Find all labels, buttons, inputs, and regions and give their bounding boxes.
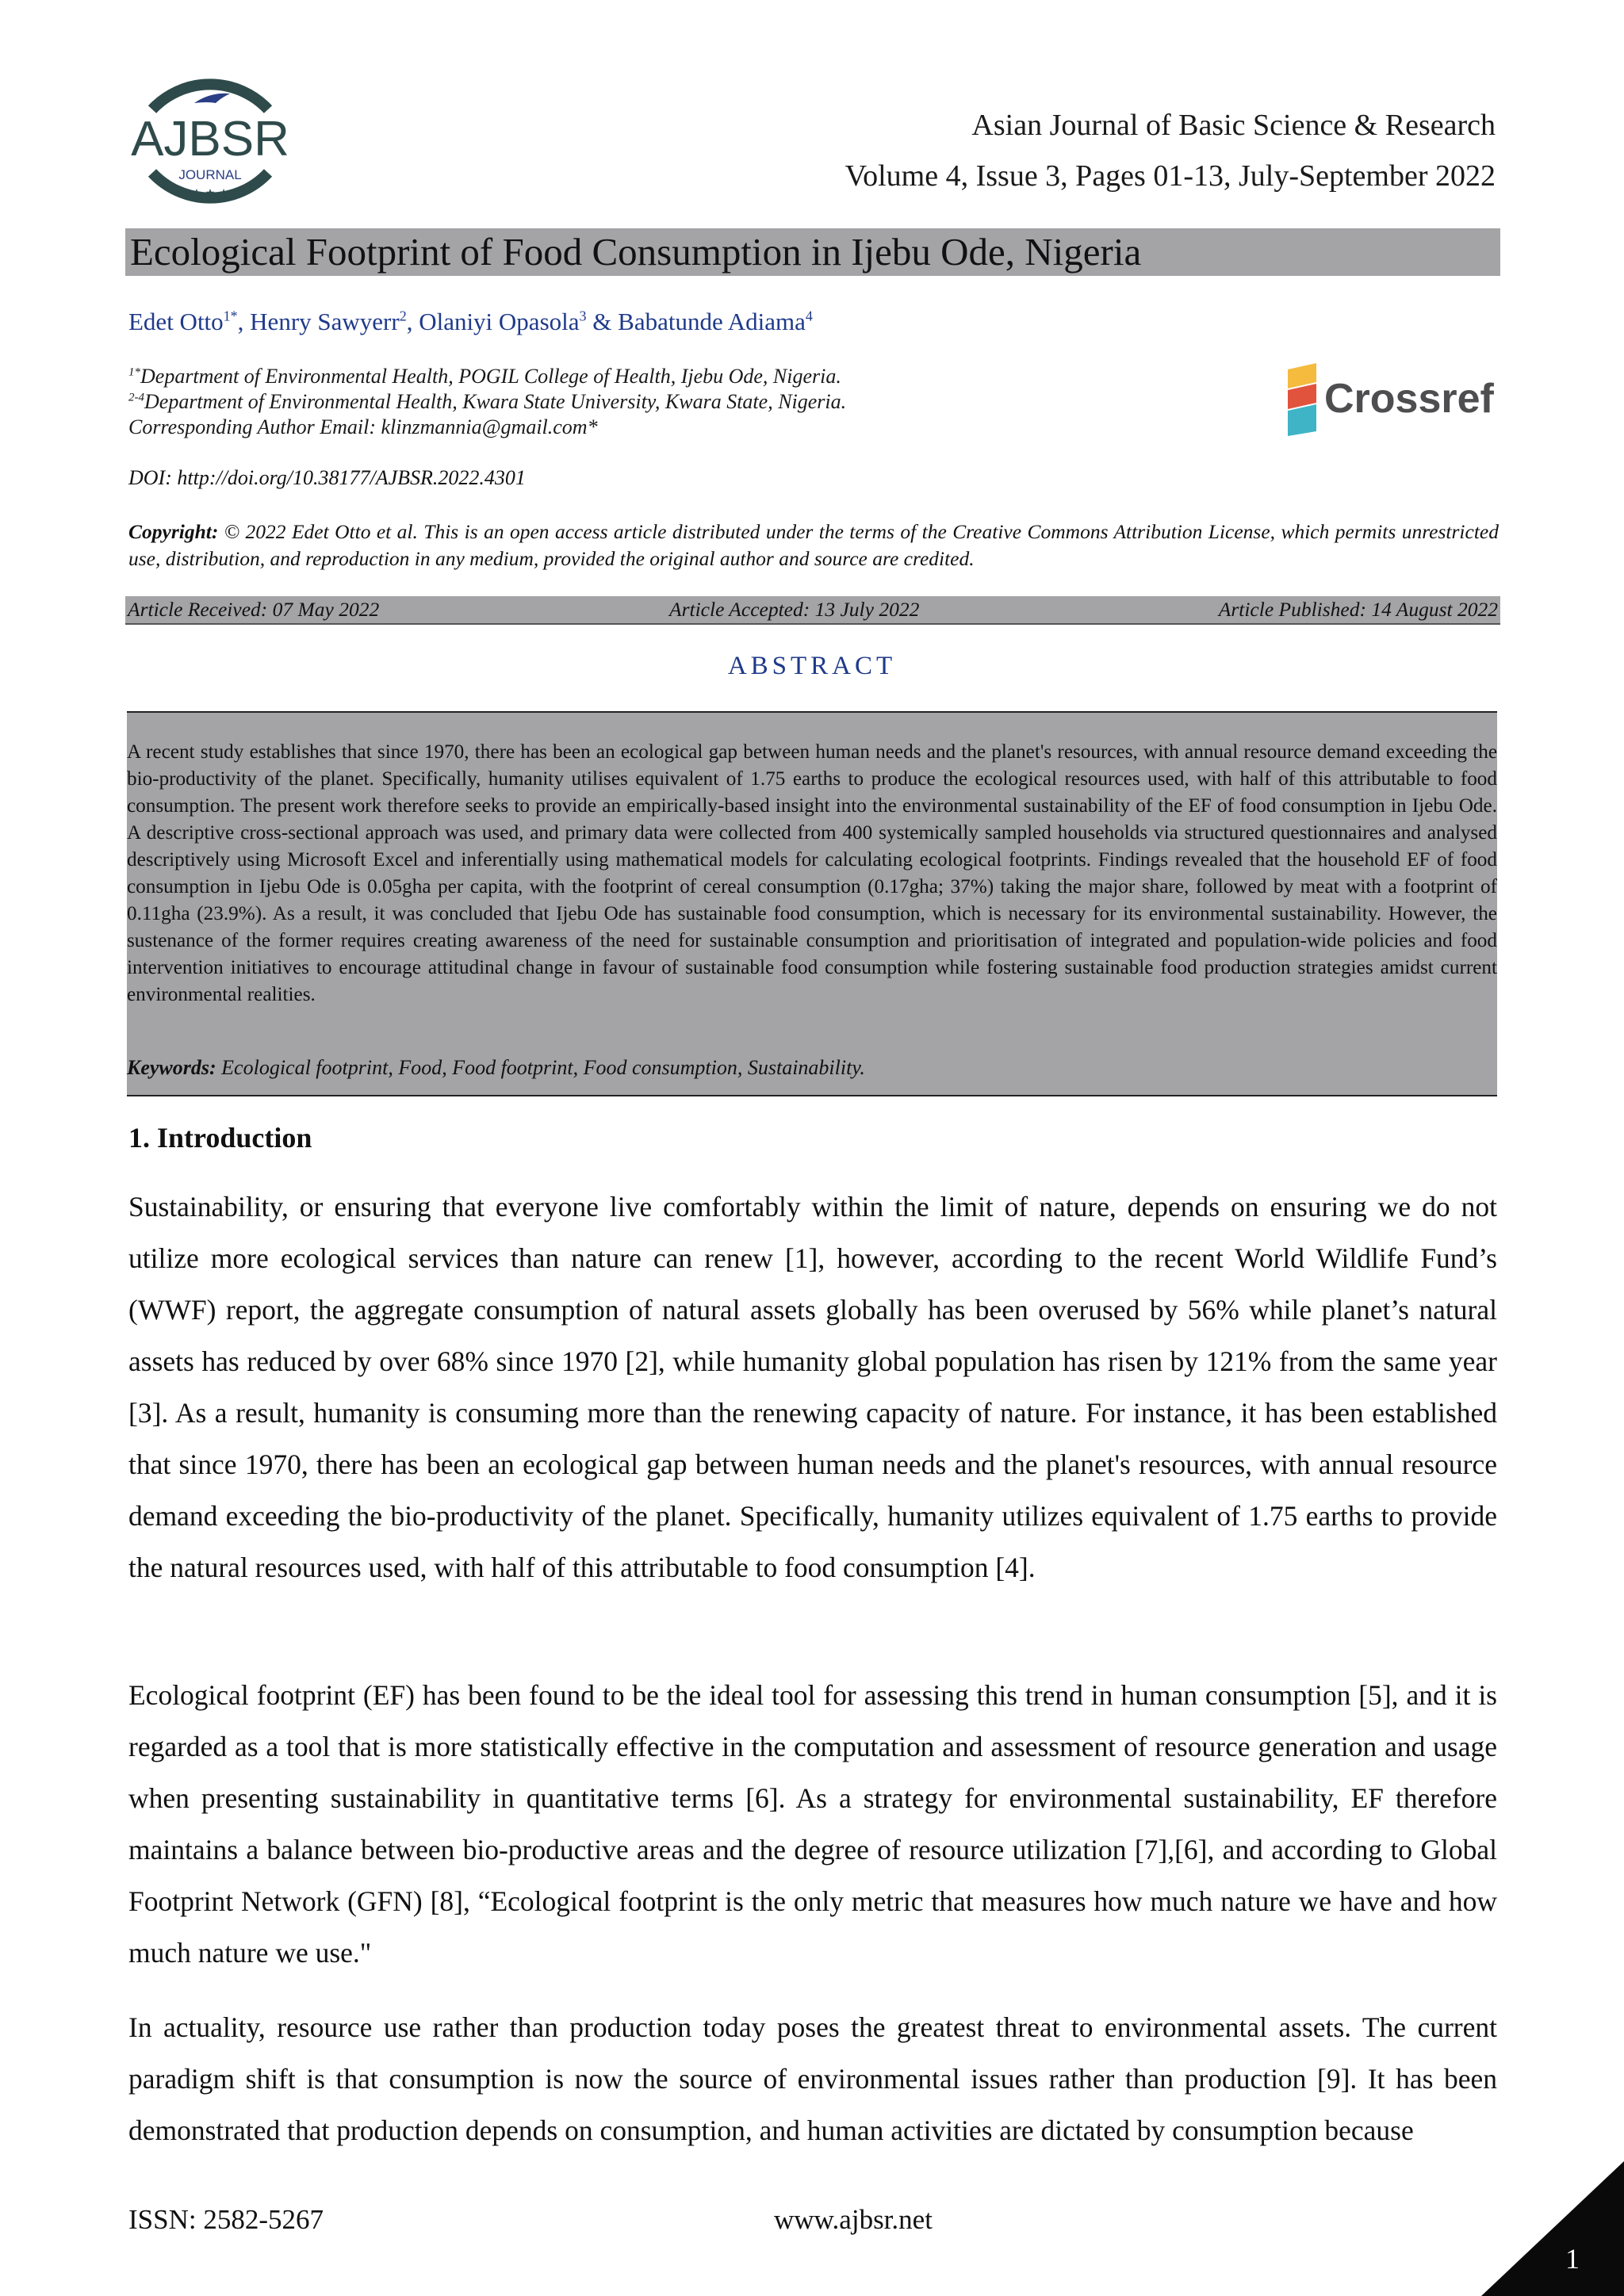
abstract-heading: ABSTRACT	[727, 652, 897, 680]
author-sup: 3	[579, 308, 587, 324]
logo-stars: ★ ★ ★	[191, 187, 229, 200]
article-title: Ecological Footprint of Food Consumption in Ijebu Ode, Nigeria	[125, 228, 1500, 276]
crossref-badge[interactable]	[1285, 363, 1500, 436]
paragraph: In actuality, resource use rather than production today poses the greatest threat to environmental assets. The current paradigm shift is that consumption is now the source of environmental issues rather than production [9]. It has been demonstrated that production depends on consumption, and human activities are dictated by consumption because	[128, 2011, 1497, 2146]
keywords-label: Keywords:	[127, 1056, 216, 1079]
journal-volume: Volume 4, Issue 3, Pages 01-13, July-September 2022	[845, 159, 1496, 193]
copyright-label: Copyright:	[128, 520, 219, 543]
copyright-text: © 2022 Edet Otto et al. This is an open access article distributed under the terms of the Creative Commons Attribution License, which permits unrestricted use, distribution, and reproduction in any medium, provided the original author and source are credited.	[128, 520, 1499, 570]
date-published: Article Published: 14 August 2022	[1218, 598, 1498, 621]
affiliation-1	[128, 365, 841, 388]
author-sep: &	[586, 308, 619, 335]
journal-name: Asian Journal of Basic Science & Research	[971, 109, 1496, 142]
author-name: Edet Otto	[128, 308, 224, 335]
author-list	[128, 308, 813, 336]
affiliation-sup: 1*	[128, 365, 140, 379]
doi-link[interactable]: DOI: http://doi.org/10.38177/AJBSR.2022.4301	[128, 466, 526, 489]
date-received: Article Received: 07 May 2022	[128, 598, 380, 621]
affiliation-text: Department of Environmental Health, Kwara State University, Kwara State, Nigeria.	[144, 390, 847, 413]
logo-text: AJBSR	[131, 112, 289, 166]
footer-website[interactable]: www.ajbsr.net	[774, 2204, 933, 2235]
author-name: Olaniyi Opasola	[419, 308, 580, 335]
article-dates-bar	[125, 596, 1500, 625]
crossref-label: Crossref	[1324, 376, 1494, 422]
affiliation-text: Department of Environmental Health, POGIL College of Health, Ijebu Ode, Nigeria.	[140, 365, 841, 388]
author-name: Henry Sawyerr	[250, 308, 400, 335]
paragraph: Ecological footprint (EF) has been found to be the ideal tool for assessing this trend in human consumption [5], and it is regarded as a tool that is more statistically effective in the computation and assessment of resource generation and usage when presenting sustainability in quantitative terms [6]. As a strategy for environmental sustainability, EF therefore maintains a balance between bio-productive areas and the degree of resource utilization [7],[6], and according to Global Footprint Network (GFN) [8], “Ecological footprint is the only metric that measures how much nature we have and how much nature we use."	[128, 1679, 1497, 1969]
author-sup: 2	[399, 308, 407, 324]
keywords	[127, 1056, 865, 1080]
author-sep: ,	[406, 308, 419, 335]
author-name: Babatunde Adiama	[618, 308, 806, 335]
ajbsr-logo	[119, 62, 301, 220]
author-sup: 4	[805, 308, 813, 324]
logo-subtext: JOURNAL	[178, 167, 242, 182]
author-sup: 1*	[223, 308, 238, 324]
copyright-notice	[128, 519, 1499, 572]
affiliation-2	[128, 390, 846, 414]
footer-issn: ISSN: 2582-5267	[128, 2204, 324, 2235]
date-accepted: Article Accepted: 13 July 2022	[669, 598, 920, 621]
page-number: 1	[1565, 2243, 1580, 2275]
paragraph: Sustainability, or ensuring that everyone live comfortably within the limit of nature, depends on ensuring we do not utilize more ecological services than nature can renew [1], however, according to the recent World Wildlife Fund’s (WWF) report, the aggregate consumption of natural assets globally has been overused by 56% while planet’s natural assets has reduced by over 68% since 1970 [2], while humanity global population has risen by 121% from the same year [3]. As a result, humanity is consuming more than the renewing capacity of nature. For instance, it has been established that since 1970, there has been an ecological gap between human needs and the planet's resources, with annual resource demand exceeding the bio-productivity of the planet. Specifically, humanity utilizes equivalent of 1.75 earths to provide the natural resources used, with half of this attributable to food consumption [4].	[128, 1191, 1497, 1583]
section-heading: 1. Introduction	[128, 1122, 312, 1154]
keywords-text: Ecological footprint, Food, Food footprint, Food consumption, Sustainability.	[216, 1056, 865, 1079]
author-sep: ,	[237, 308, 251, 335]
corresponding-email: Corresponding Author Email: klinzmannia@gmail.com*	[128, 415, 598, 438]
page-corner-triangle	[1481, 2161, 1624, 2296]
abstract-text: A recent study establishes that since 1970, there has been an ecological gap between human needs and the planet's resources, with annual resource demand exceeding the bio-productivity of the planet. Specifically, humanity utilises equivalent of 1.75 earths to produce the ecological resources used, with half of this attributable to food consumption. The present work therefore seeks to provide an empirically-based insight into the environmental sustainability of the EF of food consumption in Ijebu Ode. A descriptive cross-sectional approach was used, and primary data were collected from 400 systemically sampled households via structured questionnaires and analysed descriptively using Microsoft Excel and inferentially using mathematical models for calculating ecological footprints. Findings revealed that the household EF of food consumption in Ijebu Ode is 0.05gha per capita, with the footprint of cereal consumption (0.17gha; 37%) taking the major share, followed by meat with a footprint of 0.11gha (23.9%). As a result, it was concluded that Ijebu Ode has sustainable food consumption, which is necessary for its environmental sustainability. However, the sustenance of the former requires creating awareness of the need for sustainable consumption and prioritisation of integrated and population-wide policies and food intervention initiatives to encourage attitudinal change in favour of sustainable food consumption while fostering sustainable food production strategies amidst current environmental realities.	[127, 741, 1497, 1005]
affiliation-sup: 2-4	[128, 391, 144, 404]
